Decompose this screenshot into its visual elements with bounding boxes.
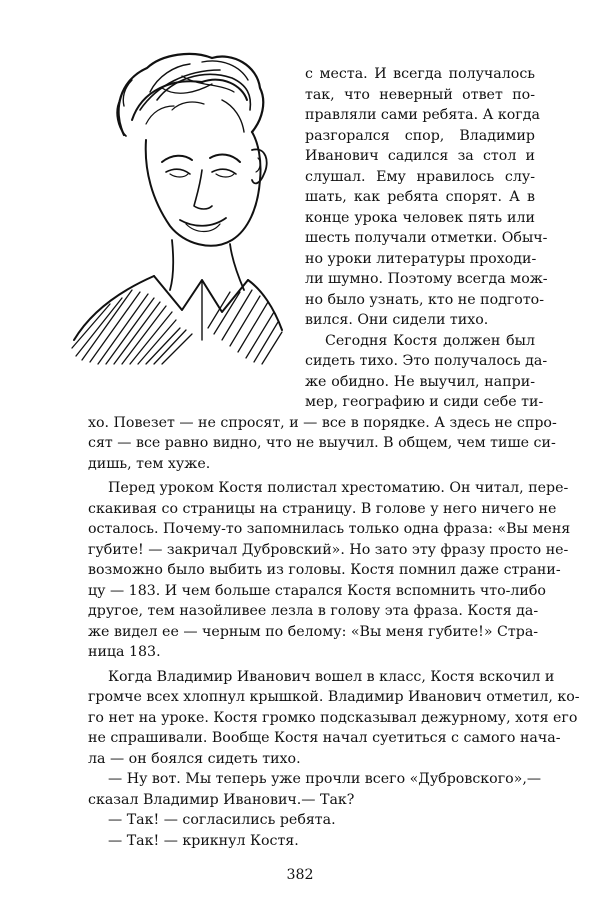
text-line: хо. Повезет — не спросят, и — все в порядке. А здесь не спро- [88,415,557,431]
text-line: правляли сами ребята. А когда [305,107,540,123]
text-line: слушал. Ему нравилось слу- [305,169,535,185]
text-line: мер, географию и сиди себе ти- [305,394,544,410]
text-line: так, что неверный ответ по- [305,87,535,103]
text-line: сидеть тихо. Это получалось да- [305,353,548,369]
text-line: скакивая со страницы на страницу. В голове у него ничего не [88,501,557,517]
text-line: же видел ее — черным по белому: «Вы меня губите!» Стра- [88,624,539,640]
text-line: не спрашивали. Вообще Костя начал суетиться с самого нача- [88,730,561,746]
text-line: другое, тем назойливее лезла в голову эта фраза. Костя да- [88,603,539,619]
text-line: с места. И всегда получалось [305,66,535,82]
text-line: губите! — закричал Дубровский». Но зато эту фразу просто не- [88,542,569,558]
dialogue-line: — Ну вот. Мы теперь уже прочли всего «Дубровского»,— [108,771,542,787]
text-line: ли шумно. Поэтому всегда мож- [305,271,548,287]
paragraph-start-line: Сегодня Костя должен был [325,333,535,349]
paragraph-start-line: Перед уроком Костя полистал хрестоматию. Он читал, пере- [108,480,569,496]
text-line: осталось. Почему-то запомнилась только одна фраза: «Вы меня [88,521,571,537]
dialogue-line: — Так! — согласились ребята. [108,812,336,828]
dialogue-line: сказал Владимир Иванович.— Так? [88,792,355,808]
paragraph-start-line: Когда Владимир Иванович вошел в класс, Костя вскочил и [108,669,555,685]
portrait-sketch-illustration [62,40,290,370]
text-line: го нет на уроке. Костя громко подсказывал дежурному, хотя его [88,710,578,726]
text-line: но уроки литературы проходи- [305,251,537,267]
text-line: разгорался спор, Владимир [305,128,535,144]
page-number: 382 [286,867,314,883]
text-line: возможно было выбить из головы. Костя помнил даже страни- [88,562,561,578]
text-line: ница 183. [88,644,161,660]
text-line: сят — все равно видно, что не выучил. В общем, чем тише си- [88,435,556,451]
text-line: шать, как ребята спорят. А в [305,189,535,205]
text-line: цу — 183. И чем больше старался Костя вспомнить что-либо [88,583,546,599]
text-line: же обидно. Не выучил, напри- [305,374,535,390]
text-line: конце урока человек пять или [305,210,535,226]
text-line: ла — он боялся сидеть тихо. [88,751,301,767]
text-line: громче всех хлопнул крышкой. Владимир Иванович отметил, ко- [88,689,580,705]
text-line: дишь, тем хуже. [88,456,211,472]
text-line: но было узнать, кто не подгото- [305,292,545,308]
text-line: вился. Они сидели тихо. [305,312,489,328]
text-line: шесть получали отметки. Обыч- [305,230,548,246]
text-line: Иванович садился за стол и [305,148,535,164]
dialogue-line: — Так! — крикнул Костя. [108,833,299,849]
